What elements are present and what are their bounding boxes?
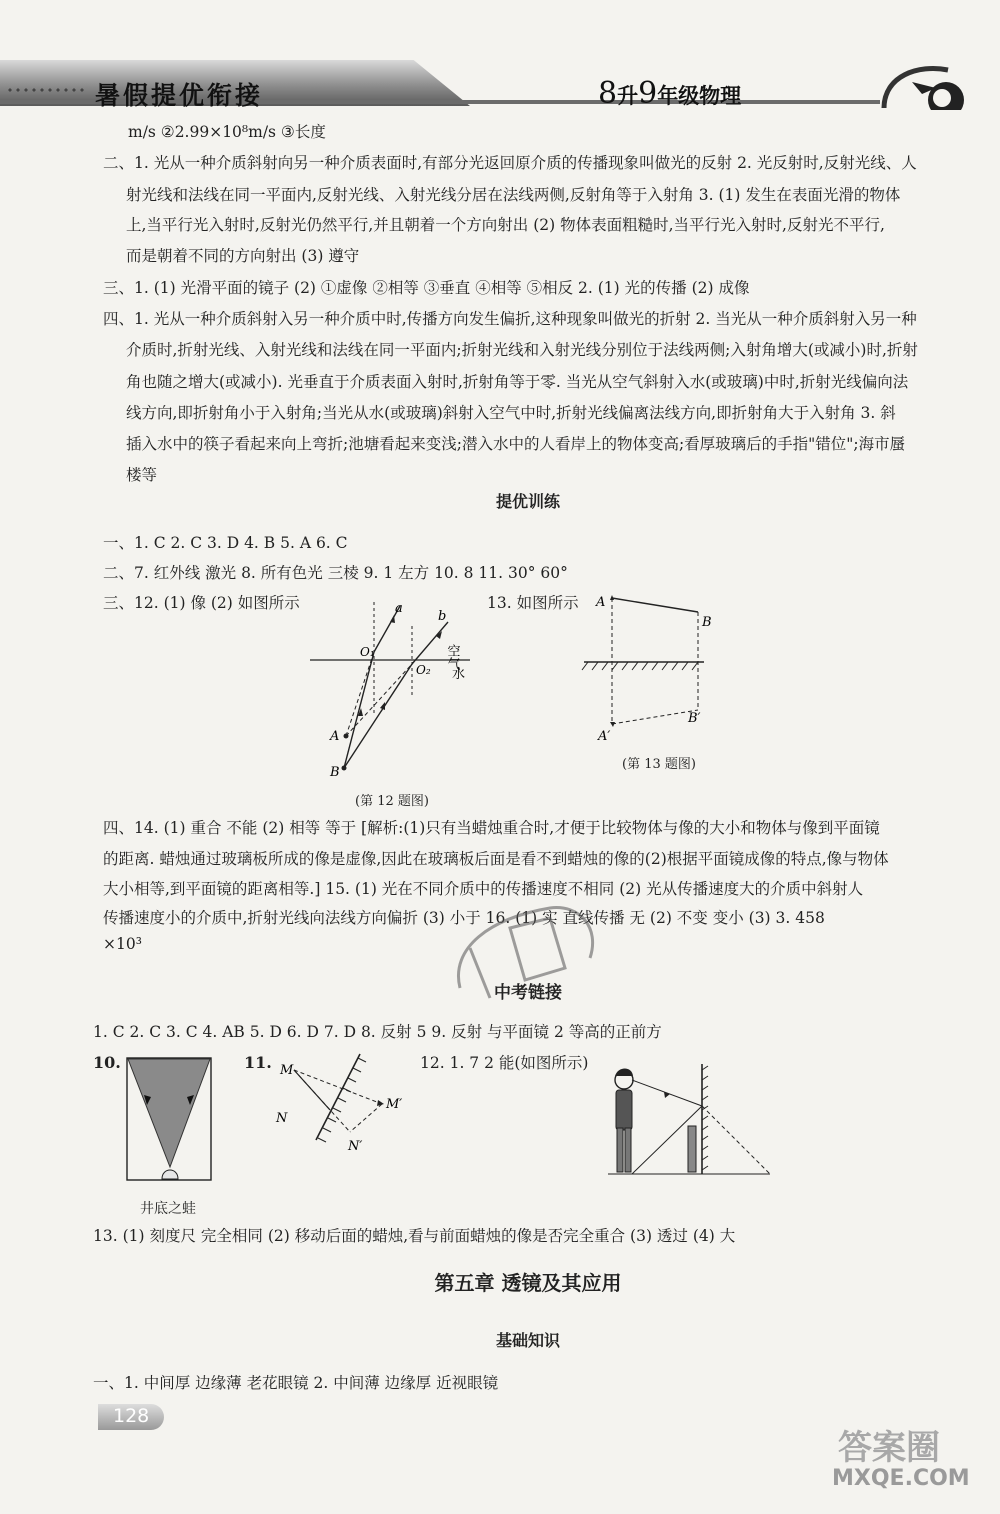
figure-13-mirror-diagram bbox=[576, 590, 726, 750]
air-label: 空气 bbox=[444, 644, 460, 670]
grade-from: 8 bbox=[598, 76, 618, 111]
book-title: 暑假提优衔接 bbox=[95, 81, 264, 110]
section-heading: 提优训练 bbox=[495, 492, 560, 511]
answer-line: 传播速度小的介质中,折射光线向法线方向偏折 (3) 小于 16. (1) 实 直线传播 无 (2) 不变 变小 (3) 3. 458 bbox=[103, 909, 825, 927]
image-m-label: M′ bbox=[386, 1097, 403, 1112]
figure-12-person-mirror bbox=[604, 1062, 774, 1180]
frog-caption: 井底之蛙 bbox=[140, 1201, 196, 1217]
grade-suffix: 年级物理 bbox=[657, 84, 742, 108]
image-b-label: B′ bbox=[688, 711, 701, 726]
ray-a-label: a bbox=[395, 601, 403, 616]
figure-12-caption: (第 12 题图) bbox=[355, 794, 429, 809]
answer-line: 的距离. 蜡烛通过玻璃板所成的像是虚像,因此在玻璃板后面是看不到蜡烛的像的(2)根据平面镜成像的特点,像与物体 bbox=[103, 850, 889, 868]
answer-line: 插入水中的筷子看起来向上弯折;池塘看起来变浅;潜入水中的人看岸上的物体变高;看厚玻璃后的手指"错位";海市蜃 bbox=[126, 435, 906, 453]
grade-to: 9 bbox=[638, 76, 658, 111]
watermark-site: MXQE.COM bbox=[832, 1466, 970, 1491]
answer-line: 四、14. (1) 重合 不能 (2) 相等 等于 [解析:(1)只有当蜡烛重合时,才便于比较物体与像的大小和物体与像到平面镜 bbox=[103, 819, 880, 837]
image-a-label: A′ bbox=[598, 729, 611, 744]
point-o2-label: O₂ bbox=[416, 663, 431, 677]
page-number: 128 bbox=[113, 1405, 150, 1427]
watermark-brand: 答案圈 bbox=[838, 1428, 940, 1468]
figure-12-refraction-diagram bbox=[300, 596, 480, 786]
answer-line: 一、1. C 2. C 3. D 4. B 5. A 6. C bbox=[103, 534, 348, 552]
point-n-label: N bbox=[276, 1111, 288, 1126]
q10-label: 10. bbox=[93, 1053, 121, 1072]
answer-line: 线方向,即折射角小于入射角;当光从水(或玻璃)斜射入空气中时,折射光线偏离法线方向,即折射角大于入射角 3. 斜 bbox=[126, 404, 896, 422]
chapter-title: 第五章 透镜及其应用 bbox=[434, 1271, 622, 1295]
header-dots bbox=[6, 86, 86, 96]
answer-line: 四、1. 光从一种介质斜射入另一种介质中时,传播方向发生偏折,这种现象叫做光的折射 2. 当光从一种介质斜射入另一种 bbox=[103, 310, 917, 328]
answer-line: 13. 如图所示 bbox=[487, 594, 579, 612]
answer-line: 三、12. (1) 像 (2) 如图所示 bbox=[103, 594, 300, 612]
answer-line: 上,当平行光入射时,反射光仍然平行,并且朝着一个方向射出 (2) 物体表面粗糙时,当平行光入射时,反射光不平行, bbox=[126, 216, 885, 234]
section-heading: 中考链接 bbox=[494, 983, 562, 1003]
section-heading: 基础知识 bbox=[495, 1331, 560, 1350]
figure-10-well-frog bbox=[124, 1055, 216, 1185]
point-a-label: A bbox=[596, 595, 606, 610]
answer-line: 12. 1. 7 2 能(如图所示) bbox=[420, 1054, 589, 1072]
water-label: 水 bbox=[452, 667, 466, 682]
point-a-label: A bbox=[330, 729, 340, 744]
answer-line: 楼等 bbox=[126, 466, 158, 484]
answer-line: 介质时,折射光线、入射光线和法线在同一平面内;折射光线和入射光线分别位于法线两侧;入射角增大(或减小)时,折射 bbox=[126, 341, 918, 359]
answer-line: 二、7. 红外线 激光 8. 所有色光 三棱 9. 1 左方 10. 8 11. 30° 60° bbox=[103, 564, 568, 582]
answer-line: m/s ②2.99×10⁸m/s ③长度 bbox=[128, 123, 326, 141]
answer-line: 射光线和法线在同一平面内,反射光线、入射光线分居在法线两侧,反射角等于入射角 3. (1) 发生在表面光滑的物体 bbox=[126, 186, 901, 204]
answer-line: 1. C 2. C 3. C 4. AB 5. D 6. D 7. D 8. 反射 5 9. 反射 与平面镜 2 等高的正前方 bbox=[93, 1023, 662, 1041]
figure-13-caption: (第 13 题图) bbox=[622, 757, 696, 772]
image-n-label: N′ bbox=[348, 1139, 363, 1154]
ray-b-label: b bbox=[438, 609, 447, 624]
point-o1-label: O₁ bbox=[360, 645, 375, 659]
point-b-label: B bbox=[702, 615, 712, 630]
answer-line: 大小相等,到平面镜的距离相等.] 15. (1) 光在不同介质中的传播速度不相同 (2) 光从传播速度大的介质中斜射人 bbox=[103, 880, 864, 898]
point-b-label: B bbox=[330, 765, 340, 780]
figure-11-mirror-diagram bbox=[268, 1052, 418, 1162]
point-m-label: M bbox=[280, 1063, 294, 1078]
paper-plane-logo-icon bbox=[878, 62, 966, 110]
answer-line: 13. (1) 刻度尺 完全相同 (2) 移动后面的蜡烛,看与前面蜡烛的像是否完全重合 (3) 透过 (4) 大 bbox=[93, 1227, 736, 1245]
answer-line: 一、1. 中间厚 边缘薄 老花眼镜 2. 中间薄 边缘厚 近视眼镜 bbox=[93, 1374, 499, 1392]
answer-line: 而是朝着不同的方向射出 (3) 遵守 bbox=[126, 247, 360, 265]
answer-line: 角也随之增大(或减小). 光垂直于介质表面入射时,折射角等于零. 当光从空气斜射入水(或玻璃)中时,折射光线偏向法 bbox=[126, 373, 909, 391]
grade-subject bbox=[598, 76, 741, 111]
answer-line: 二、1. 光从一种介质斜射向另一种介质表面时,有部分光返回原介质的传播现象叫做光的反射 2. 光反射时,反射光线、人 bbox=[103, 154, 917, 172]
grade-mid: 升 bbox=[617, 84, 639, 108]
answer-line: ×10³ bbox=[103, 935, 142, 953]
answer-line: 三、1. (1) 光滑平面的镜子 (2) ①虚像 ②相等 ③垂直 ④相等 ⑤相反 2. (1) 光的传播 (2) 成像 bbox=[103, 279, 750, 297]
q11-label: 11. bbox=[244, 1053, 272, 1072]
